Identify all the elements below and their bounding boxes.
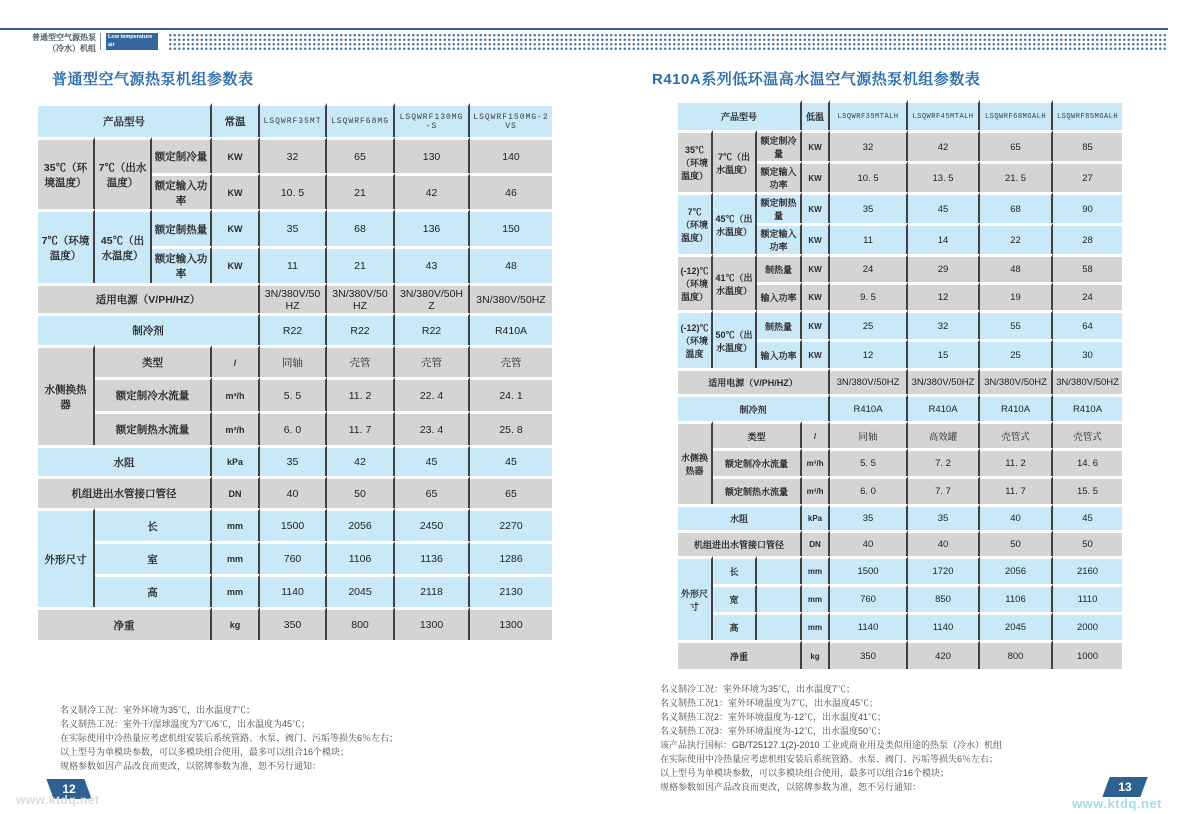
dotted-pattern-band: [168, 33, 1168, 50]
table-cell: 7℃（环境温度）: [38, 209, 95, 283]
table-cell: 45: [908, 192, 980, 223]
table-cell: DN: [802, 530, 830, 556]
table-cell: 制热量: [757, 310, 802, 339]
table-cell: 50: [1053, 530, 1122, 556]
table-cell: 24. 1: [470, 377, 552, 411]
note-line: 在实际使用中冷热量应考虑机组安装后系统管路、水泵、阀门、污垢等损失6％左右；: [660, 753, 999, 764]
table-cell: kPa: [212, 445, 260, 476]
table-cell: R410A: [830, 394, 908, 421]
table-cell: LSQWRF35MT: [260, 103, 327, 137]
table-cell: 25. 8: [470, 411, 552, 445]
brand-line1: 普通型空气源热泵: [32, 33, 96, 42]
table-cell: 同轴: [260, 345, 327, 377]
table-cell: kPa: [802, 504, 830, 530]
table-cell: 水阻: [38, 445, 212, 476]
table-cell: 45℃（出水温度）: [713, 192, 757, 254]
table-cell: 3N/380V/50HZ: [327, 283, 395, 313]
table-cell: 35: [908, 504, 980, 530]
table-cell: 类型: [95, 345, 212, 377]
table-cell: KW: [212, 137, 260, 173]
table-cell: 350: [830, 640, 908, 669]
table-cell: LSQWRF130MG-S: [395, 103, 470, 137]
table-cell: 常温: [212, 103, 260, 137]
table-cell: R22: [327, 313, 395, 345]
table-cell: 21. 5: [980, 161, 1053, 192]
table-cell: KW: [212, 209, 260, 246]
note-line: 名义制冷工况：室外环境为35℃，出水温度7℃；: [660, 684, 856, 694]
table-cell: 9. 5: [830, 282, 908, 310]
right-page-title: R410A系列低环温高水温空气源热泵机组参数表: [652, 71, 981, 88]
table-cell: 高: [713, 612, 757, 640]
table-cell: KW: [802, 130, 830, 161]
table-cell: m³/h: [212, 411, 260, 445]
table-cell: KW: [802, 310, 830, 339]
table-cell: 2270: [470, 508, 552, 541]
table-cell: 2000: [1053, 612, 1122, 640]
table-cell: 2118: [395, 574, 470, 607]
table-cell: 12: [830, 339, 908, 368]
note-line: 名义制热工况1：室外环境温度为7℃，出水温度45℃；: [660, 697, 879, 708]
table-cell: 7℃（出水温度）: [713, 130, 757, 192]
table-cell: mm: [212, 574, 260, 607]
table-cell: KW: [212, 246, 260, 283]
table-cell: 1110: [1053, 584, 1122, 612]
table-cell: 30: [1053, 339, 1122, 368]
table-cell: kg: [212, 607, 260, 640]
table-cell: 额定制热水流量: [713, 476, 802, 504]
table-cell: 21: [327, 246, 395, 283]
table-cell: 11. 7: [980, 476, 1053, 504]
table-cell: m³/h: [802, 476, 830, 504]
table-cell: 42: [327, 445, 395, 476]
table-cell: LSQWRF68MGALH: [980, 100, 1053, 130]
table-cell: 3N/380V/50HZ: [470, 283, 552, 313]
table-cell: 额定输入功率: [757, 223, 802, 254]
table-cell: 额定输入功率: [152, 246, 212, 283]
table-cell: 3N/380V/50HZ: [830, 368, 908, 394]
table-cell: KW: [802, 282, 830, 310]
table-cell: mm: [802, 556, 830, 584]
table-cell: KW: [802, 223, 830, 254]
table-cell: 1106: [327, 541, 395, 574]
table-cell: 7℃（环境温度）: [678, 192, 713, 254]
table-cell: 65: [470, 476, 552, 508]
watermark-left: www.ktdq.net: [16, 793, 100, 807]
table-cell: 50: [980, 530, 1053, 556]
watermark-right: www.ktdq.net: [1072, 796, 1163, 811]
table-cell: KW: [802, 161, 830, 192]
table-cell: 11: [260, 246, 327, 283]
table-cell: KW: [212, 173, 260, 209]
left-page-notes: [60, 704, 600, 774]
note-line: 名义制冷工况：室外环境为35℃，出水温度7℃；: [60, 705, 256, 715]
table-cell: LSQWRF68MG: [327, 103, 395, 137]
table-cell: 58: [1053, 254, 1122, 282]
table-cell: 23. 4: [395, 411, 470, 445]
table-cell: 65: [395, 476, 470, 508]
table-cell: 50: [327, 476, 395, 508]
table-cell: 低温: [802, 100, 830, 130]
table-cell: 机组进出水管接口管径: [38, 476, 212, 508]
table-cell: (-12)℃（环境温度）: [678, 254, 713, 310]
table-cell: 64: [1053, 310, 1122, 339]
table-cell: 11. 7: [327, 411, 395, 445]
table-cell: 3N/380V/50HZ: [1053, 368, 1122, 394]
table-cell: 42: [908, 130, 980, 161]
table-cell: 25: [980, 339, 1053, 368]
table-cell: 额定制热量: [757, 192, 802, 223]
table-cell: 15. 5: [1053, 476, 1122, 504]
table-cell: 22. 4: [395, 377, 470, 411]
table-cell: 1500: [260, 508, 327, 541]
note-line: 规格参数如因产品改良而更改，以铭牌参数为准，恕不另行通知：: [60, 760, 322, 771]
table-cell: /: [212, 345, 260, 377]
table-cell: 6. 0: [260, 411, 327, 445]
table-cell: 14. 6: [1053, 448, 1122, 476]
table-cell: 7℃（出水温度）: [95, 137, 152, 209]
table-cell: 1136: [395, 541, 470, 574]
table-cell: 壳管: [470, 345, 552, 377]
table-cell: 25: [830, 310, 908, 339]
table-cell: 水阻: [678, 504, 802, 530]
table-cell: 48: [470, 246, 552, 283]
table-cell: 24: [1053, 282, 1122, 310]
table-cell: R410A: [980, 394, 1053, 421]
table-cell: 2056: [980, 556, 1053, 584]
table-cell: KW: [802, 254, 830, 282]
table-cell: 40: [908, 530, 980, 556]
note-line: 以上型号为单模块参数，可以多模块组合使用，最多可以组合16个模块；: [660, 767, 950, 778]
table-cell: 350: [260, 607, 327, 640]
table-cell: 22: [980, 223, 1053, 254]
table-cell: [757, 584, 802, 612]
note-line: 名义制热工况：室外干/湿球温度为7℃/6℃，出水温度为45℃；: [60, 718, 311, 729]
table-cell: 外形尺寸: [38, 508, 95, 607]
table-cell: 水侧换热器: [678, 421, 713, 504]
table-cell: 420: [908, 640, 980, 669]
table-cell: 35: [260, 445, 327, 476]
table-cell: 高效罐: [908, 421, 980, 448]
table-cell: 净重: [678, 640, 802, 669]
table-cell: 额定输入功率: [152, 173, 212, 209]
table-cell: m³/h: [802, 448, 830, 476]
table-cell: 32: [260, 137, 327, 173]
table-cell: 额定制冷水流量: [95, 377, 212, 411]
table-cell: 1500: [830, 556, 908, 584]
table-cell: [757, 612, 802, 640]
table-cell: 11. 2: [327, 377, 395, 411]
table-cell: DN: [212, 476, 260, 508]
table-cell: 制冷剂: [678, 394, 830, 421]
table-cell: 2130: [470, 574, 552, 607]
table-cell: 1286: [470, 541, 552, 574]
table-cell: 宽: [713, 584, 757, 612]
table-cell: 产品型号: [678, 100, 802, 130]
table-cell: 制冷剂: [38, 313, 260, 345]
table-cell: 壳管: [395, 345, 470, 377]
table-cell: LSQWRF35MTALH: [830, 100, 908, 130]
table-cell: 6. 0: [830, 476, 908, 504]
table-cell: 1300: [395, 607, 470, 640]
page-number-badge-right: [1102, 777, 1147, 797]
table-cell: 10. 5: [830, 161, 908, 192]
brand-label-en: [106, 33, 158, 64]
table-cell: /: [802, 421, 830, 448]
table-cell: 800: [980, 640, 1053, 669]
table-cell: 130: [395, 137, 470, 173]
table-cell: 3N/380V/50HZ: [260, 283, 327, 313]
table-cell: 机组进出水管接口管径: [678, 530, 802, 556]
table-cell: 类型: [713, 421, 802, 448]
table-cell: 3N/380V/50HZ: [980, 368, 1053, 394]
table-cell: 适用电源（V/PH/HZ）: [678, 368, 830, 394]
table-cell: 额定制冷量: [152, 137, 212, 173]
table-cell: LSQWRF150MG-2VS: [470, 103, 552, 137]
table-cell: 1300: [470, 607, 552, 640]
table-cell: 40: [260, 476, 327, 508]
table-cell: 40: [830, 530, 908, 556]
table-cell: 40: [980, 504, 1053, 530]
table-cell: 27: [1053, 161, 1122, 192]
table-cell: mm: [212, 541, 260, 574]
table-cell: 850: [908, 584, 980, 612]
table-cell: 11. 2: [980, 448, 1053, 476]
table-cell: mm: [212, 508, 260, 541]
table-cell: 29: [908, 254, 980, 282]
table-cell: 7. 2: [908, 448, 980, 476]
table-cell: 48: [980, 254, 1053, 282]
brand-divider: [100, 33, 101, 50]
table-cell: 800: [327, 607, 395, 640]
table-cell: 1000: [1053, 640, 1122, 669]
table-cell: 760: [260, 541, 327, 574]
table-cell: 760: [830, 584, 908, 612]
brand-line2: （冷水）机组: [48, 43, 96, 53]
table-cell: 额定制热水流量: [95, 411, 212, 445]
table-cell: 55: [980, 310, 1053, 339]
table-cell: 产品型号: [38, 103, 212, 137]
table-cell: 12: [908, 282, 980, 310]
table-cell: (-12)℃（环境温度: [678, 310, 713, 368]
table-cell: 额定制冷水流量: [713, 448, 802, 476]
table-cell: 制热量: [757, 254, 802, 282]
table-cell: 43: [395, 246, 470, 283]
table-cell: 壳管式: [980, 421, 1053, 448]
table-cell: 68: [980, 192, 1053, 223]
table-cell: 35℃（环境温度）: [678, 130, 713, 192]
table-cell: 19: [980, 282, 1053, 310]
table-cell: 2450: [395, 508, 470, 541]
table-cell: KW: [802, 192, 830, 223]
brand-en-line2: source heat pump unit: [108, 49, 156, 64]
table-cell: 室: [95, 541, 212, 574]
table-cell: 5. 5: [260, 377, 327, 411]
table-cell: 同轴: [830, 421, 908, 448]
table-cell: 壳管式: [1053, 421, 1122, 448]
table-cell: 28: [1053, 223, 1122, 254]
table-cell: 3N/380V/50HZ: [908, 368, 980, 394]
table-cell: mm: [802, 584, 830, 612]
table-cell: 2045: [327, 574, 395, 607]
brand-label-cn: [30, 33, 96, 55]
table-cell: [757, 556, 802, 584]
table-cell: 35: [830, 192, 908, 223]
table-cell: KW: [802, 339, 830, 368]
table-cell: 15: [908, 339, 980, 368]
table-cell: 65: [327, 137, 395, 173]
table-cell: 额定制冷量: [757, 130, 802, 161]
right-spec-table: [678, 100, 1122, 669]
table-cell: 21: [327, 173, 395, 209]
table-cell: 水侧换热器: [38, 345, 95, 445]
table-cell: 1106: [980, 584, 1053, 612]
table-cell: 长: [95, 508, 212, 541]
note-line: 该产品执行国标：GB/T25127.1(2)-2010 工业或商业用及类似用途的热泵（冷水）机组: [660, 739, 1003, 750]
table-cell: 41℃（出水温度）: [713, 254, 757, 310]
table-cell: 50℃（出水温度）: [713, 310, 757, 368]
table-cell: 输入功率: [757, 282, 802, 310]
table-cell: mm: [802, 612, 830, 640]
table-cell: 2045: [980, 612, 1053, 640]
table-cell: 13. 5: [908, 161, 980, 192]
table-cell: 1140: [908, 612, 980, 640]
table-cell: 高: [95, 574, 212, 607]
table-cell: 额定制热量: [152, 209, 212, 246]
table-cell: R410A: [470, 313, 552, 345]
table-cell: 35℃（环境温度）: [38, 137, 95, 209]
note-line: 在实际使用中冷热量应考虑机组安装后系统管路、水泵、阀门、污垢等损失6％左右；: [60, 732, 399, 743]
table-cell: 3N/380V/50HZ: [395, 283, 470, 313]
table-cell: 90: [1053, 192, 1122, 223]
table-cell: 32: [908, 310, 980, 339]
left-page-title: 普通型空气源热泵机组参数表: [52, 71, 254, 88]
table-cell: 11: [830, 223, 908, 254]
table-cell: 24: [830, 254, 908, 282]
table-cell: 46: [470, 173, 552, 209]
table-cell: 150: [470, 209, 552, 246]
table-cell: 45: [1053, 504, 1122, 530]
table-cell: 35: [260, 209, 327, 246]
table-cell: kg: [802, 640, 830, 669]
table-cell: 32: [830, 130, 908, 161]
brand-en-line1: Low temperature air: [108, 34, 153, 48]
page-number-right: 13: [1118, 780, 1132, 794]
header-rule: [0, 28, 1168, 30]
table-cell: R410A: [1053, 394, 1122, 421]
table-cell: 1140: [830, 612, 908, 640]
note-line: 规格参数如因产品改良而更改，以铭牌参数为准，恕不另行通知：: [660, 781, 922, 792]
table-cell: 2056: [327, 508, 395, 541]
note-line: 以上型号为单模块参数，可以多模块组合使用，最多可以组合16个模块；: [60, 746, 350, 757]
left-spec-table: [38, 103, 552, 640]
table-cell: 85: [1053, 130, 1122, 161]
table-cell: 68: [327, 209, 395, 246]
note-line: 名义制热工况3：室外环境温度为-12℃，出水温度50℃；: [660, 725, 887, 736]
table-cell: 净重: [38, 607, 212, 640]
table-cell: 1140: [260, 574, 327, 607]
table-cell: R22: [395, 313, 470, 345]
table-cell: 外形尺寸: [678, 556, 713, 640]
table-cell: 42: [395, 173, 470, 209]
table-cell: LSQWRF45MTALH: [908, 100, 980, 130]
table-cell: 140: [470, 137, 552, 173]
table-cell: 适用电源（V/PH/HZ）: [38, 283, 260, 313]
table-cell: 45: [395, 445, 470, 476]
table-cell: 136: [395, 209, 470, 246]
table-cell: m³/h: [212, 377, 260, 411]
table-cell: 45℃（出水温度）: [95, 209, 152, 283]
table-cell: 壳管: [327, 345, 395, 377]
table-cell: R410A: [908, 394, 980, 421]
table-cell: 65: [980, 130, 1053, 161]
page-number-left: 12: [62, 782, 76, 796]
right-page-notes: [660, 683, 1180, 795]
note-line: 名义制热工况2：室外环境温度为-12℃，出水温度41℃；: [660, 711, 887, 722]
table-cell: 输入功率: [757, 339, 802, 368]
table-cell: LSQWRF85MGALH: [1053, 100, 1122, 130]
table-cell: 额定输入功率: [757, 161, 802, 192]
table-cell: 7. 7: [908, 476, 980, 504]
table-cell: 45: [470, 445, 552, 476]
table-cell: 1720: [908, 556, 980, 584]
table-cell: 2160: [1053, 556, 1122, 584]
table-cell: 35: [830, 504, 908, 530]
table-cell: 14: [908, 223, 980, 254]
table-cell: 5. 5: [830, 448, 908, 476]
table-cell: 10. 5: [260, 173, 327, 209]
table-cell: R22: [260, 313, 327, 345]
table-cell: 长: [713, 556, 757, 584]
